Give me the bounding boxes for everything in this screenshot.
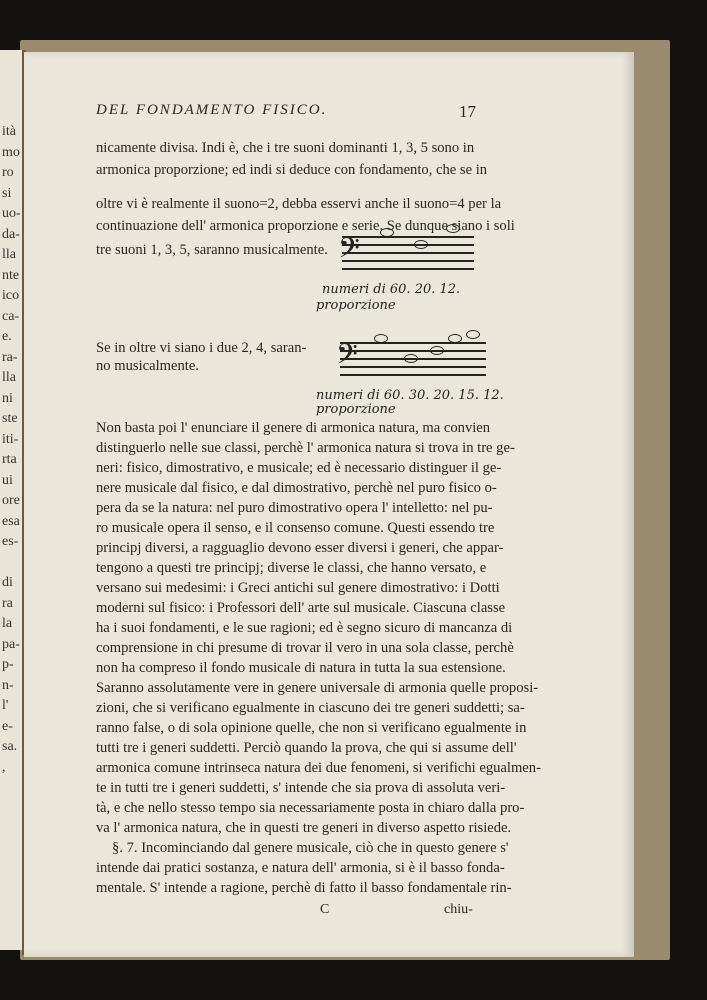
left-page-fragment: la <box>2 616 13 631</box>
text-line: Saranno assolutamente vere in genere universale di armonia quelle proposi- <box>96 680 539 696</box>
section-start-line: §. 7. Incominciando dal genere musicale, ciò che in questo genere s' <box>112 840 509 856</box>
text-line: tà, e che nello stesso tempo sia necessariamente posta in chiaro dalla pro- <box>96 800 525 816</box>
text-line: armonica comune intrinseca natura dei due fenomeni, si verifichi egualmen- <box>96 760 541 776</box>
note-icon <box>374 334 388 343</box>
text-line: va l' armonica natura, che in questi tre generi in diverso aspetto risiede. <box>96 820 512 836</box>
text-line: principj diversi, a ragguaglio devono esser diversi i generi, che appar- <box>96 540 504 556</box>
note-icon <box>404 354 418 363</box>
left-page-fragment: iti- <box>2 431 19 447</box>
left-page-fragment: p- <box>2 657 14 672</box>
text-line: Se in oltre vi siano i due 2, 4, saran- <box>96 340 307 356</box>
text-line: intende dai pratici sostanza, e natura dell' armonia, si è il basso fonda- <box>96 860 505 876</box>
left-page-fragment: ro <box>2 165 14 180</box>
text-line: ro musicale opera il senso, e il consenso comune. Questi essendo tre <box>96 520 495 536</box>
text-line: oltre vi è realmente il suono=2, debba esservi anche il suono=4 per la <box>96 196 502 212</box>
left-page-fragment: lla <box>2 370 16 385</box>
music-staff-1 <box>338 232 474 276</box>
text-line: versano sui medesimi: i Greci antichi sul genere dimostrativo: i Dotti <box>96 580 500 596</box>
text-line: nere musicale dal fisico, e dal dimostrativo, perchè nel puro fisico o- <box>96 480 497 496</box>
note-icon <box>414 240 428 249</box>
note-icon <box>380 228 394 237</box>
text-line: mentale. S' intende a ragione, perchè di fatto il basso fondamentale rin- <box>96 880 512 896</box>
left-page-fragment: e. <box>2 329 12 344</box>
left-page-fragment: lla <box>2 247 16 262</box>
left-page-fragment: ni <box>2 390 13 406</box>
text-line: Non basta poi l' enunciare il genere di armonica natura, ma convien <box>96 420 491 436</box>
text-line: ha i suoi fondamenti, e le sue ragioni; ed è segno sicuro di mancanza di <box>96 620 513 636</box>
page-number: 17 <box>459 102 476 121</box>
left-page-fragment: ui <box>2 472 13 488</box>
figure-2-numbers: numeri di 60. 30. 20. 15. 12. <box>316 388 504 403</box>
text-line: tre suoni 1, 3, 5, saranno musicalmente. <box>96 242 328 258</box>
music-staff-2 <box>336 338 486 382</box>
note-icon <box>446 224 460 233</box>
text-line: moderni sul fisico: i Professori dell' arte sul musicale. Ciascuna classe <box>96 600 506 616</box>
text-line: pera da se la natura: nel puro dimostrativo opera l' intelletto: nel pu- <box>96 500 493 516</box>
text-line: tengono a questi tre principj; diverse le classi, che hanno versato, e <box>96 560 487 576</box>
left-page-edge <box>0 50 22 950</box>
figure-2-proportion: proporzione <box>316 402 396 417</box>
text-line: zioni, che si verificano egualmente in ciascuno dei tre generi suddetti; sa- <box>96 700 525 716</box>
left-page-fragment: , <box>2 759 6 775</box>
left-page-fragment: esa <box>2 513 20 529</box>
book-page <box>24 52 634 957</box>
left-page-fragment: es- <box>2 534 19 549</box>
text-line: ranno false, o di sola opinione quelle, che non si verificano egualmente in <box>96 720 527 736</box>
left-page-fragment: rta <box>2 452 17 467</box>
bass-clef-icon: 𝄢 <box>338 232 360 272</box>
left-page-fragment: uo- <box>2 206 21 221</box>
left-page-fragment: ità <box>2 124 16 139</box>
left-page-fragment: ra <box>2 595 13 611</box>
left-page-fragment: di <box>2 575 13 590</box>
bass-clef-icon: 𝄢 <box>336 338 358 378</box>
signature-mark: C <box>320 902 330 917</box>
note-icon <box>466 330 480 339</box>
text-line: comprensione in chi presume di trovar il vero in una sola classe, perchè <box>96 640 514 656</box>
catchword: chiu- <box>444 902 473 917</box>
text-line: tutti tre i generi suddetti. Perciò quando la prova, che qui si assume dell' <box>96 740 517 756</box>
left-page-fragment: pa- <box>2 636 20 652</box>
text-line: neri: fisico, dimostrativo, e musicale; ed è necessario distinguer il ge- <box>96 460 502 476</box>
left-page-fragment: si <box>2 185 12 201</box>
left-page-fragment: da- <box>2 226 20 242</box>
text-line: non ha compreso il fondo musicale di natura in tutta la sua estensione. <box>96 660 506 676</box>
text-line: nicamente divisa. Indi è, che i tre suoni dominanti 1, 3, 5 sono in <box>96 140 475 156</box>
left-page-fragment: nte <box>2 267 20 283</box>
text-line: distinguerlo nelle sue classi, perchè l' armonica natura si trova in tre ge- <box>96 440 515 456</box>
left-page-fragment: ra- <box>2 349 18 365</box>
note-icon <box>430 346 444 355</box>
left-page-fragment: sa. <box>2 739 18 754</box>
left-page-fragment: l' <box>2 698 9 713</box>
running-head: DEL FONDAMENTO FISICO. <box>96 102 328 118</box>
text-line: armonica proporzione; ed indi si deduce con fondamento, che se in <box>96 162 488 178</box>
left-page-fragment: ca- <box>2 308 20 324</box>
note-icon <box>448 334 462 343</box>
figure-1-numbers: numeri di 60. 20. 12. <box>322 282 461 297</box>
left-page-fragment: n- <box>2 677 14 693</box>
left-page-fragment: ico <box>2 288 20 303</box>
left-page-fragment: ste <box>2 411 18 426</box>
page-text <box>24 52 634 957</box>
text-line: continuazione dell' armonica proporzione e serie. Se dunque siano i soli <box>96 218 515 234</box>
figure-1-proportion: proporzione <box>316 298 396 313</box>
left-page-fragment: ore <box>2 493 20 508</box>
text-line: no musicalmente. <box>96 358 199 374</box>
left-page-fragment: mo <box>2 144 20 160</box>
left-page-fragment: e- <box>2 718 13 734</box>
text-line: te in tutti tre i generi suddetti, s' intende che sia prova di assoluta veri- <box>96 780 506 796</box>
